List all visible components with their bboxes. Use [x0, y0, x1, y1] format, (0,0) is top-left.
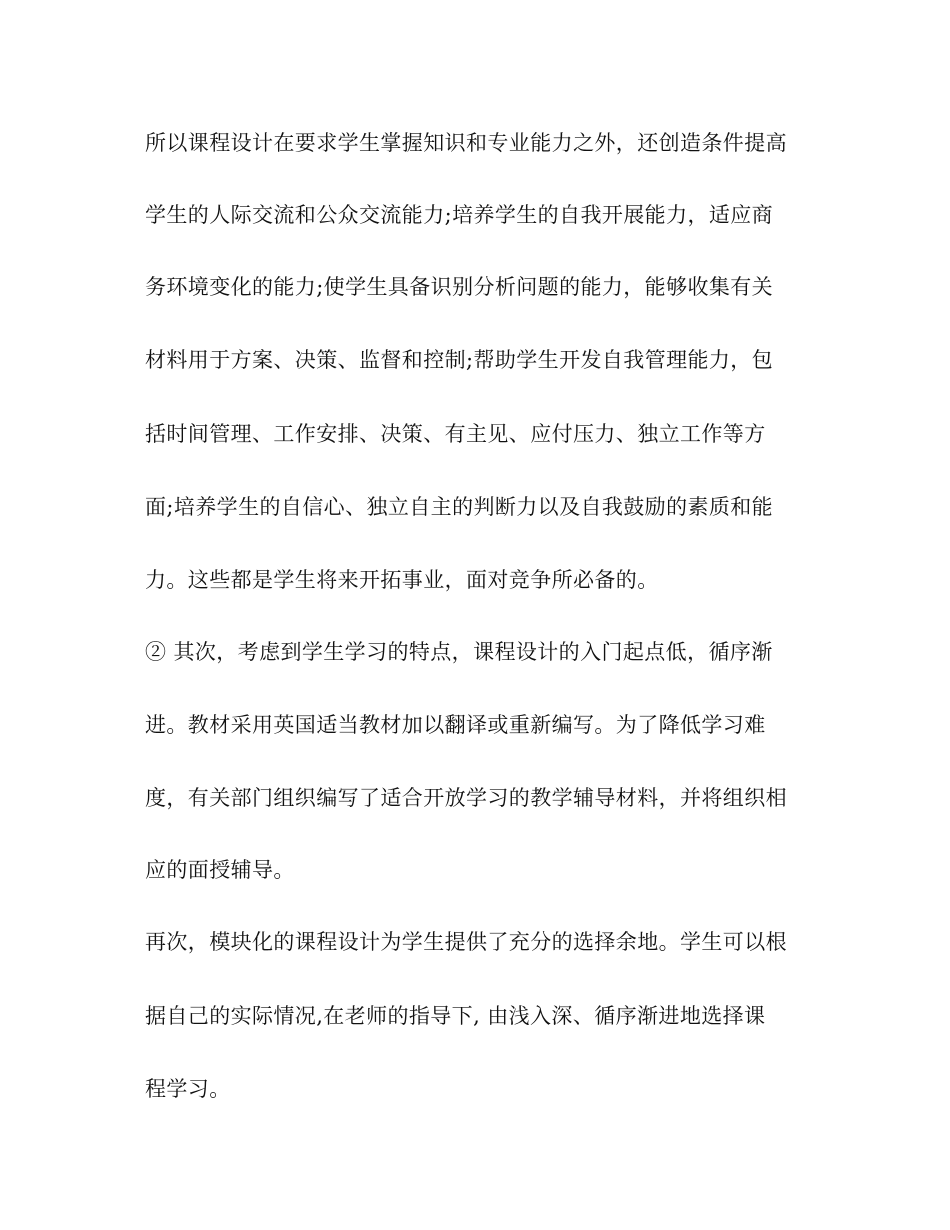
text-line-3: 务环境变化的能力;使学生具备识别分析问题的能力，能够收集有关: [145, 275, 774, 299]
text-line-11: 应的面授辅导。: [145, 858, 295, 882]
text-line-14: 程学习。: [145, 1077, 231, 1101]
text-line-2: 学生的人际交流和公众交流能力;培养学生的自我开展能力，适应商: [145, 203, 774, 227]
text-line-7: 力。这些都是学生将来开拓事业，面对竞争所必备的。: [145, 568, 659, 592]
text-line-12: 再次，模块化的课程设计为学生提供了充分的选择余地。学生可以根: [145, 930, 787, 954]
text-line-9: 进。教材采用英国适当教材加以翻译或重新编写。为了降低学习难: [145, 713, 766, 737]
text-line-4: 材料用于方案、决策、监督和控制;帮助学生开发自我管理能力，包: [145, 348, 774, 372]
text-line-10: 度，有关部门组织编写了适合开放学习的教学辅导材料，并将组织相: [145, 786, 787, 810]
text-line-5: 括时间管理、工作安排、决策、有主见、应付压力、独立工作等方: [145, 422, 766, 446]
text-line-8: ② 其次，考虑到学生学习的特点，课程设计的入门起点低，循序渐: [145, 640, 773, 664]
text-line-6: 面;培养学生的自信心、独立自主的判断力以及自我鼓励的素质和能: [145, 495, 774, 519]
text-line-13: 据自己的实际情况,在老师的指导下, 由浅入深、循序渐进地选择课: [145, 1004, 766, 1028]
text-line-1: 所以课程设计在要求学生掌握知识和专业能力之外，还创造条件提高: [145, 131, 787, 155]
